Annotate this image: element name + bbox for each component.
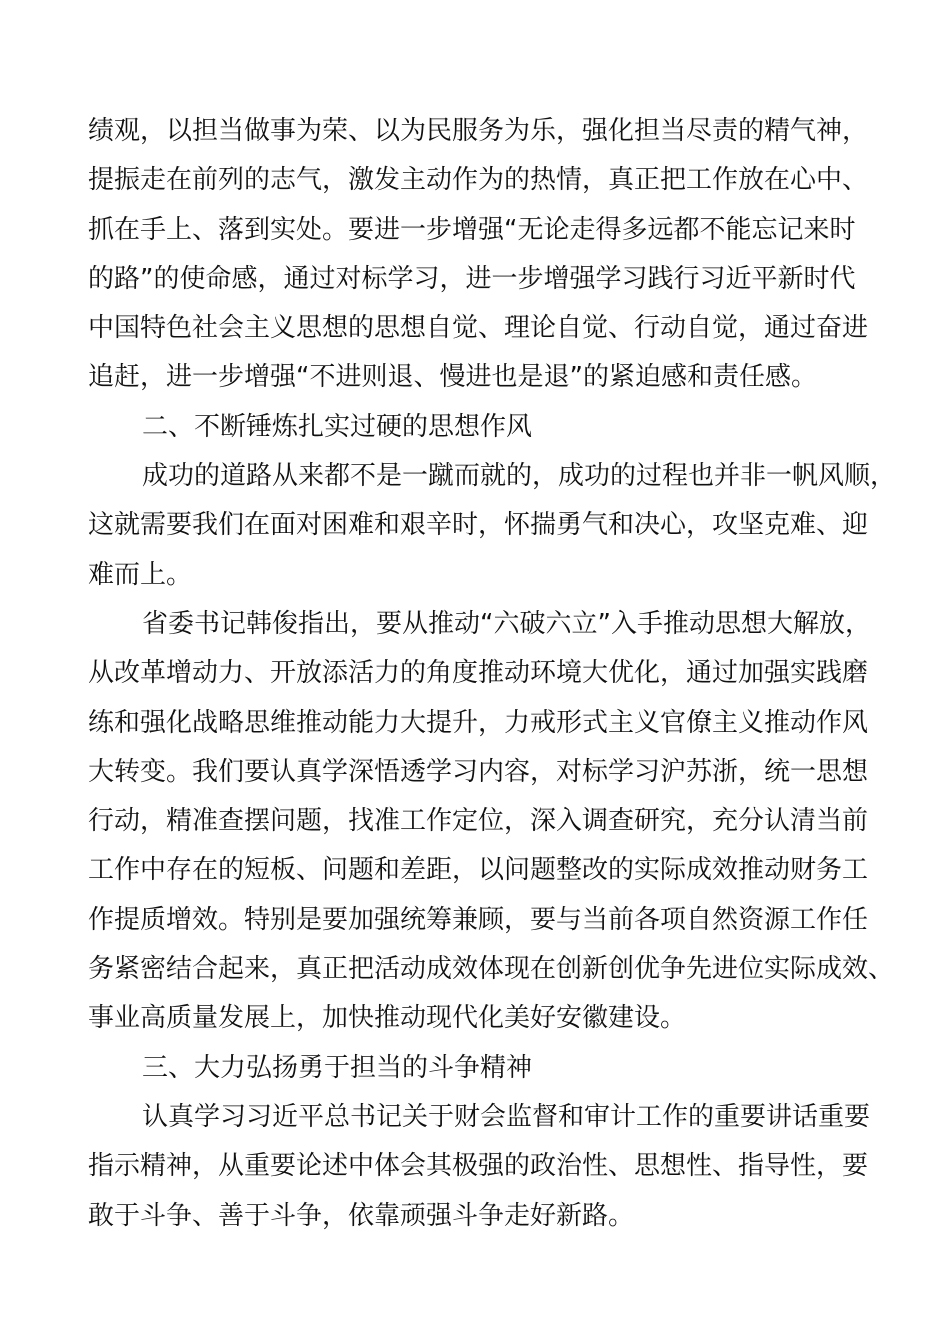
text-line: 抓在手上、落到实处。要进一步增强“无论走得多远都不能忘记来时 [88, 214, 856, 245]
text-line: 事业高质量发展上，加快推动现代化美好安徽建设。 [88, 1003, 687, 1034]
section-heading-3: 三、大力弘扬勇于担当的斗争精神 [142, 1052, 533, 1083]
text-line: 难而上。 [88, 559, 193, 590]
text-line: 练和强化战略思维推动能力大提升，力戒形式主义官僚主义推动作风 [88, 707, 869, 738]
text-line: 成功的道路从来都不是一蹴而就的，成功的过程也并非一帆风顺， [142, 461, 897, 492]
text-line: 省委书记韩俊指出，要从推动“六破六立”入手推动思想大解放， [142, 608, 871, 639]
document-body [88, 107, 897, 1241]
text-line: 工作中存在的短板、问题和差距，以问题整改的实际成效推动财务工 [88, 855, 869, 886]
text-line: 追赶，进一步增强“不进则退、慢进也是退”的紧迫感和责任感。 [88, 362, 817, 393]
text-line: 指示精神，从重要论述中体会其极强的政治性、思想性、指导性，要 [88, 1151, 869, 1182]
text-line: 这就需要我们在面对困难和艰辛时，怀揣勇气和决心，攻坚克难、迎 [88, 510, 869, 541]
text-line: 敢于斗争、善于斗争，依靠顽强斗争走好新路。 [88, 1200, 635, 1231]
text-line: 认真学习习近平总书记关于财会监督和审计工作的重要讲话重要 [142, 1101, 871, 1132]
text-line: 务紧密结合起来，真正把活动成效体现在创新创优争先进位实际成效、 [88, 954, 895, 985]
text-line: 中国特色社会主义思想的思想自觉、理论自觉、行动自觉，通过奋进 [88, 313, 869, 344]
text-line: 的路”的使命感，通过对标学习，进一步增强学习践行习近平新时代 [88, 263, 856, 294]
text-line: 提振走在前列的志气，激发主动作为的热情，真正把工作放在心中、 [88, 165, 869, 196]
text-line: 从改革增动力、开放添活力的角度推动环境大优化，通过加强实践磨 [88, 658, 869, 689]
text-line: 作提质增效。特别是要加强统筹兼顾，要与当前各项自然资源工作任 [88, 904, 869, 935]
section-heading-2: 二、不断锤炼扎实过硬的思想作风 [142, 411, 533, 442]
text-line: 绩观，以担当做事为荣、以为民服务为乐，强化担当尽责的精气神， [88, 116, 869, 146]
text-line: 行动，精准查摆问题，找准工作定位，深入调查研究，充分认清当前 [88, 806, 869, 837]
text-line: 大转变。我们要认真学深悟透学习内容，对标学习沪苏浙，统一思想 [88, 756, 869, 787]
